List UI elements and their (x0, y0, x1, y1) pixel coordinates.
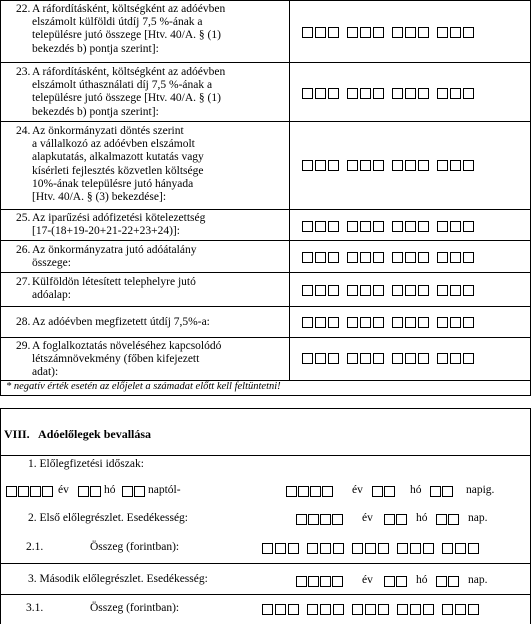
second-year-input[interactable] (296, 576, 343, 587)
period-to-month-input[interactable] (372, 486, 395, 497)
row-label: A ráfordításként, költségként az adóévben elszámolt külföldi útdíj 7,5 %-ának a településre jutó összege [Htv. 40/A. § (1) bekezdés b) pontja szerint]: (32, 3, 226, 55)
section-heading (4, 427, 151, 442)
row-number: 26. (16, 244, 31, 256)
period-from-year-input[interactable] (6, 486, 53, 497)
row-number: 29. (16, 340, 31, 352)
period-from-month-input[interactable] (78, 486, 101, 497)
second-day-label: nap. (468, 574, 488, 586)
row-number: 28. (16, 316, 31, 328)
row-label: Az önkormányzatra jutó adóátalány összege: (32, 244, 197, 270)
period-from-label: naptól- (148, 484, 181, 496)
amount-input-26[interactable] (302, 252, 482, 263)
period-from-month-label: hó (104, 484, 116, 496)
amount-input-24[interactable] (302, 160, 482, 171)
row-label: A ráfordításként, költségként az adóévben elszámolt úthasználati díj 7,5 %-ának a településre jutó összege [Htv. 40/A. § (1) bekezdés b) pontja szerint]: (32, 66, 226, 118)
row-label: A foglalkoztatás növeléséhez kapcsolódó létszámnövekmény (főben kifejezett adat): (32, 340, 222, 379)
amount-input-23[interactable] (302, 88, 482, 99)
amount-input-25[interactable] (302, 221, 482, 232)
second-month-input[interactable] (384, 576, 407, 587)
footnote: * negatív érték esetén az előjelet a számadat előtt kell feltüntetni! (6, 381, 281, 392)
row-number: 23. (16, 66, 31, 78)
second-year-label: év (362, 574, 373, 586)
row-label: Az adóévben megfizetett útdíj 7,5%-a: (32, 316, 210, 328)
first-amount-input[interactable] (262, 543, 487, 554)
first-year-label: év (362, 512, 373, 524)
period-label: 1. Előlegfizetési időszak: (28, 458, 144, 470)
amount-input-22[interactable] (302, 27, 482, 38)
second-day-input[interactable] (436, 576, 459, 587)
second-amount-input[interactable] (262, 604, 487, 615)
second-month-label: hó (416, 574, 428, 586)
period-to-year-input[interactable] (286, 486, 333, 497)
period-from-year-label: év (58, 484, 69, 496)
amount-input-28[interactable] (302, 317, 482, 328)
amount-input-27[interactable] (302, 285, 482, 296)
row-number: 22. (16, 3, 31, 15)
first-month-input[interactable] (384, 514, 407, 525)
row-label: Az önkormányzati döntés szerint a vállalkozó az adóévben elszámolt alapkutatás, alkalmazott kutatás vagy kísérleti fejlesztés közvetlen költsége 10%-ának településre jutó hányada [Htv. 40/A. § (3) bekezdése]: (32, 125, 204, 204)
section-number: VIII. (4, 427, 30, 441)
first-installment-label: 2. Első előlegrészlet. Esedékesség: (28, 512, 188, 524)
period-to-year-label: év (352, 484, 363, 496)
row-label: Külföldön létesített telephelyre jutó adóalap: (32, 276, 196, 302)
amount-input-29[interactable] (302, 353, 482, 364)
row-number: 24. (16, 125, 31, 137)
second-amount-label: Összeg (forintban): (90, 602, 180, 614)
first-month-label: hó (416, 512, 428, 524)
period-to-month-label: hó (410, 484, 422, 496)
first-year-input[interactable] (296, 514, 343, 525)
row-number: 27. (16, 276, 31, 288)
period-from-day-input[interactable] (122, 486, 145, 497)
row-label: Az iparűzési adófizetési kötelezettség [17-(18+19-20+21-22+23+24)]: (32, 212, 206, 238)
first-day-input[interactable] (436, 514, 459, 525)
second-amount-number: 3.1. (26, 602, 44, 614)
first-day-label: nap. (468, 512, 488, 524)
row-number: 25. (16, 212, 31, 224)
period-to-day-input[interactable] (430, 486, 453, 497)
first-amount-label: Összeg (forintban): (90, 541, 180, 553)
section-title: Adóelőlegek bevallása (38, 427, 152, 441)
second-installment-label: 3. Második előlegrészlet. Esedékesség: (28, 573, 208, 585)
period-to-label: napig. (466, 484, 495, 496)
first-amount-number: 2.1. (26, 541, 44, 553)
